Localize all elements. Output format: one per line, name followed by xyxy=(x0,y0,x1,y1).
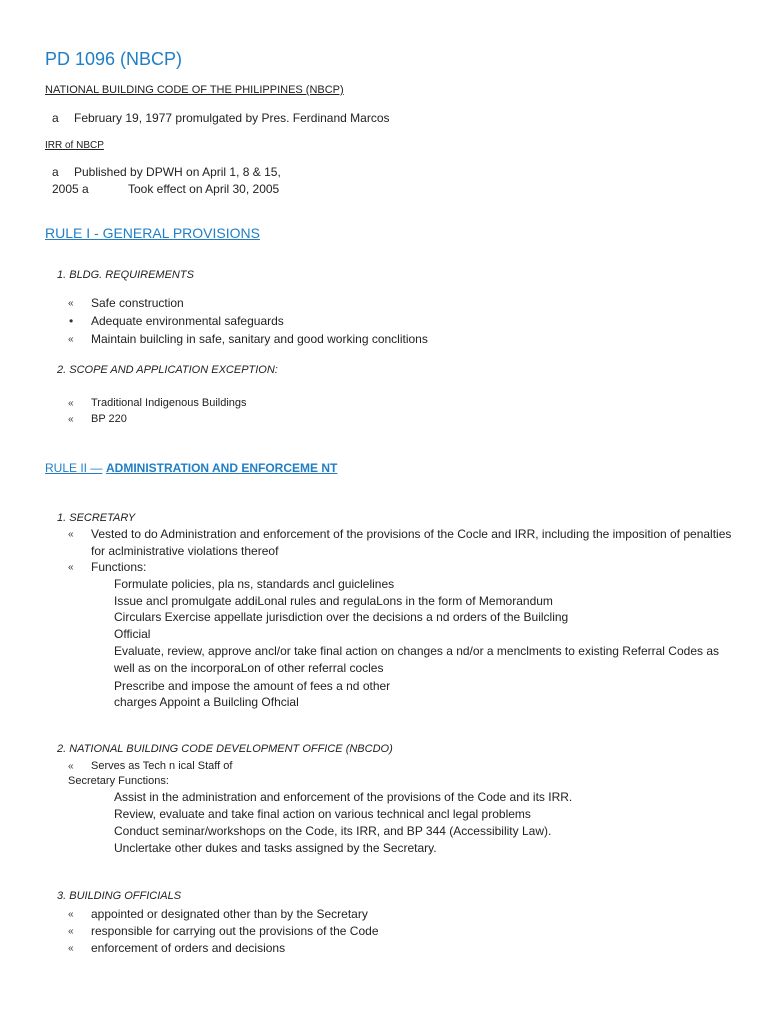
bullet-marker: « xyxy=(68,414,74,425)
function-line: Assist in the administration and enforcement of the provisions of the Code and its IRR. xyxy=(114,790,573,804)
function-line: Review, evaluate and take final action on various technical ancl legal problems xyxy=(114,807,531,821)
function-line: Circulars Exercise appellate jurisdiction over the decisions a nd orders of the Builcling xyxy=(114,610,569,624)
bullet-marker: « xyxy=(68,943,74,954)
list-item: Maintain builcling in safe, sanitary and good working conclitions xyxy=(91,332,428,346)
irr-heading: IRR of NBCP xyxy=(45,140,104,151)
function-line: Conduct seminar/workshops on the Code, its IRR, and BP 344 (Accessibility Law). xyxy=(114,824,552,838)
rule-1-section-1-title: 1. BLDG. REQUIREMENTS xyxy=(57,269,194,281)
bullet-marker: « xyxy=(68,334,74,345)
function-line: Official xyxy=(114,627,151,641)
irr-line-2-text: Took effect on April 30, 2005 xyxy=(128,182,280,196)
irr-line-2-marker: 2005 a xyxy=(52,182,89,196)
list-item: appointed or designated other than by the Secretary xyxy=(91,907,368,921)
function-line: well as on the incorporaLon of other referral cocles xyxy=(114,661,384,675)
rule-1-section-2-title: 2. SCOPE AND APPLICATION EXCEPTION: xyxy=(57,364,278,376)
nbcdo-item: Serves as Tech n ical Staff of xyxy=(91,760,233,772)
bullet-marker: « xyxy=(68,926,74,937)
nbcdo-title: 2. NATIONAL BUILDING CODE DEVELOPMENT OFFICE (NBCDO) xyxy=(57,743,393,755)
building-officials-title: 3. BUILDING OFFICIALS xyxy=(57,890,182,902)
irr-line-1-marker: a xyxy=(52,165,59,179)
rule-2-prefix: RULE II — xyxy=(45,461,103,475)
secretary-item-line: Vested to do Administration and enforcement of the provisions of the Cocle and IRR, including the imposition of penalties xyxy=(91,527,732,541)
list-item: responsible for carrying out the provisions of the Code xyxy=(91,924,379,938)
promulgation-text: February 19, 1977 promulgated by Pres. Ferdinand Marcos xyxy=(74,111,390,125)
function-line: Issue ancl promulgate addiLonal rules and regulaLons in the form of Memorandum xyxy=(114,594,553,608)
list-item: enforcement of orders and decisions xyxy=(91,941,286,955)
function-line: Evaluate, review, approve ancl/or take final action on changes a nd/or a menclments to existing Referral Codes as xyxy=(114,644,719,658)
function-line: Prescribe and impose the amount of fees a nd other xyxy=(114,679,391,693)
bullet-marker: « xyxy=(68,298,74,309)
list-item: Adequate environmental safeguards xyxy=(91,314,284,328)
bullet-marker: • xyxy=(69,314,74,328)
page-title: PD 1096 (NBCP) xyxy=(45,49,183,69)
rule-1-heading: RULE I - GENERAL PROVISIONS xyxy=(45,225,260,241)
promulgation-marker: a xyxy=(52,111,59,125)
list-item: BP 220 xyxy=(91,413,127,425)
bullet-marker: « xyxy=(68,529,74,540)
list-item: Safe construction xyxy=(91,296,184,310)
bullet-marker: « xyxy=(68,562,74,573)
secretary-title: 1. SECRETARY xyxy=(57,512,136,524)
bullet-marker: « xyxy=(68,761,74,772)
function-line: charges Appoint a Builcling Ofhcial xyxy=(114,695,299,709)
bullet-marker: « xyxy=(68,909,74,920)
list-item: Traditional Indigenous Buildings xyxy=(91,397,247,409)
secretary-item-line: for aclministrative violations thereof xyxy=(91,544,279,558)
irr-line-1-text: Published by DPWH on April 1, 8 & 15, xyxy=(74,165,281,179)
function-line: Formulate policies, pla ns, standards ancl guiclelines xyxy=(114,577,395,591)
functions-label: Functions: xyxy=(91,560,147,574)
rule-2-heading: ADMINISTRATION AND ENFORCEME NT xyxy=(106,461,338,475)
nbcdo-functions-label: Secretary Functions: xyxy=(68,775,169,787)
bullet-marker: « xyxy=(68,398,74,409)
document-subtitle: NATIONAL BUILDING CODE OF THE PHILIPPINES (NBCP) xyxy=(45,84,344,96)
function-line: Unclertake other dukes and tasks assigned by the Secretary. xyxy=(114,841,437,855)
